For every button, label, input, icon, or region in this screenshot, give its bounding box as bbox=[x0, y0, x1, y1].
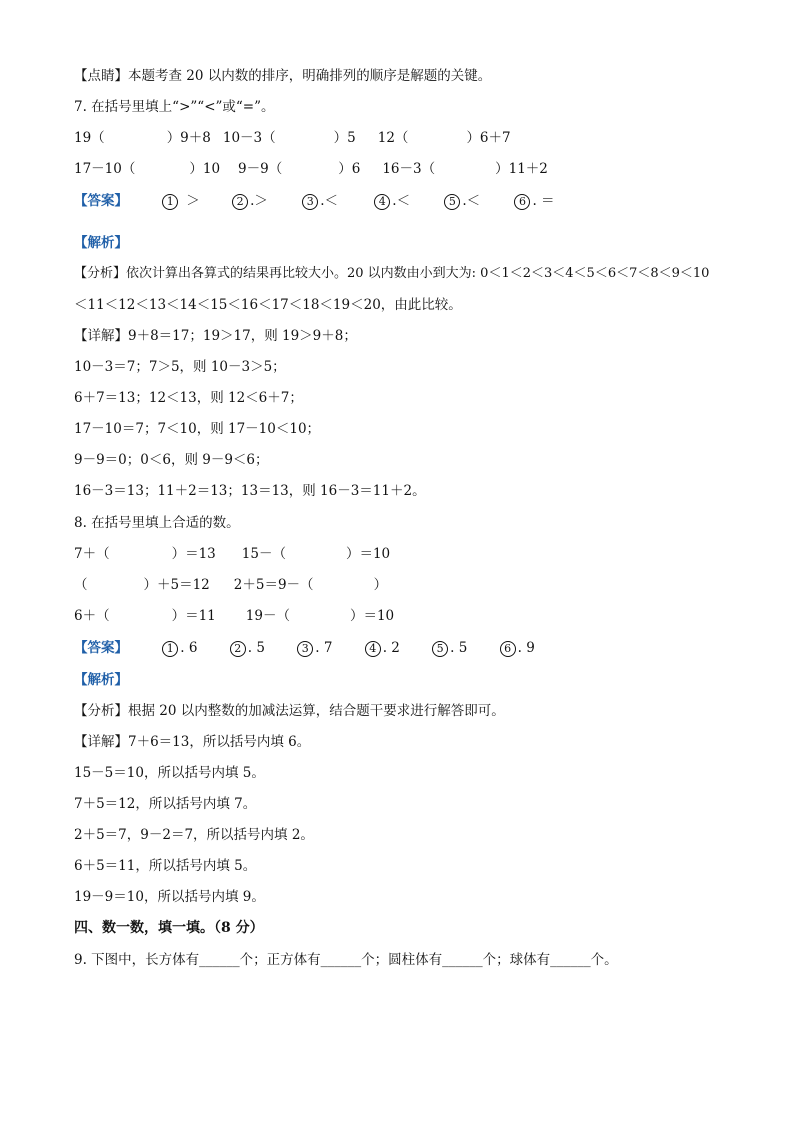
q8-r2-d: ） bbox=[373, 577, 388, 593]
q7-fenxi-1: 【分析】依次计算出各算式的结果再比较大小。20 以内数由小到大为: 0＜1＜2＜3＜4＜5＜6＜7＜8＜9＜10 bbox=[74, 266, 710, 281]
q7-answer-5: 5 .＜ bbox=[444, 191, 480, 211]
circled-number-icon: 5 bbox=[444, 194, 460, 210]
q8-r1-d: ）＝10 bbox=[345, 546, 391, 562]
q8-answer-5: 5 . 5 bbox=[432, 638, 467, 658]
q7-row2 bbox=[74, 159, 548, 179]
q7-answer-6: 6 . ＝ bbox=[514, 191, 554, 211]
q7-r2-f: ）11＋2 bbox=[495, 161, 548, 177]
q8-answer-2: 2 . 5 bbox=[230, 638, 265, 658]
q7-r1-d: ）5 bbox=[333, 130, 356, 146]
circled-number-icon: 4 bbox=[365, 641, 381, 657]
q8-detail-2: 15－5＝10，所以括号内填 5。 bbox=[74, 765, 265, 781]
q8-detail-1: 【详解】7＋6＝13，所以括号内填 6。 bbox=[74, 734, 311, 750]
q7-r2-b: ）10 bbox=[189, 161, 221, 177]
dianjing-text: 【点睛】本题考查 20 以内数的排序，明确排列的顺序是解题的关键。 bbox=[74, 68, 492, 84]
q7-r1-b: ）9＋8 bbox=[166, 130, 211, 146]
q8-answer-row bbox=[74, 638, 535, 658]
q8-r3-b: ）＝11 bbox=[171, 608, 216, 624]
q8-r3-a: 6＋（ bbox=[74, 608, 110, 624]
circled-number-icon: 2 bbox=[232, 194, 248, 210]
q8-row2 bbox=[74, 575, 387, 595]
q8-r2-b: ）＋5＝12 bbox=[143, 577, 210, 593]
q8-answer-6: 6 . 9 bbox=[500, 638, 535, 658]
q8-row3 bbox=[74, 606, 394, 626]
q7-detail-6: 16－3＝13；11＋2＝13；13＝13，则 16－3＝11＋2。 bbox=[74, 483, 426, 499]
q7-r1-e: 12（ bbox=[377, 130, 409, 146]
q7-fenxi-2: ＜11＜12＜13＜14＜15＜16＜17＜18＜19＜20，由此比较。 bbox=[74, 297, 462, 313]
q7-detail-5: 9－9＝0；0＜6，则 9－9＜6； bbox=[74, 452, 269, 468]
q8-r3-c: 19－（ bbox=[245, 608, 290, 624]
q7-r1-c: 10－3（ bbox=[222, 130, 276, 146]
q7-r2-a: 17－10（ bbox=[74, 161, 136, 177]
q8-r1-b: ）＝13 bbox=[171, 546, 216, 562]
q7-r2-e: 16－3（ bbox=[382, 161, 436, 177]
q8-r2-c: 2＋5＝9－（ bbox=[233, 577, 314, 593]
q7-detail-3: 6＋7＝13；12＜13，则 12＜6＋7； bbox=[74, 390, 303, 406]
circled-number-icon: 6 bbox=[514, 194, 530, 210]
q7-answer-1: 1 ＞ bbox=[162, 191, 200, 211]
section-4-heading: 四、数一数，填一填。（8 分） bbox=[74, 920, 264, 936]
q7-answer-label: 【答案】 bbox=[74, 193, 128, 209]
q7-r1-a: 19（ bbox=[74, 130, 105, 146]
q8-answer-label: 【答案】 bbox=[74, 640, 128, 656]
circled-number-icon: 1 bbox=[162, 641, 178, 657]
q7-r1-f: ）6＋7 bbox=[466, 130, 511, 146]
q7-r2-d: ）6 bbox=[338, 161, 361, 177]
q7-row1 bbox=[74, 128, 511, 148]
circled-number-icon: 3 bbox=[297, 641, 313, 657]
q8-fenxi: 【分析】根据 20 以内整数的加减法运算，结合题干要求进行解答即可。 bbox=[74, 703, 505, 719]
q8-detail-5: 6＋5＝11，所以括号内填 5。 bbox=[74, 858, 257, 874]
q8-r1-c: 15－（ bbox=[241, 546, 286, 562]
q8-answer-3: 3 . 7 bbox=[297, 638, 332, 658]
q8-answer-1: 1 . 6 bbox=[162, 638, 197, 658]
q7-detail-4: 17－10＝7；7＜10，则 17－10＜10； bbox=[74, 421, 321, 437]
q7-r2-c: 9－9（ bbox=[238, 161, 283, 177]
q7-answer-2: 2 .＞ bbox=[232, 191, 268, 211]
q7-answer-row bbox=[74, 191, 555, 211]
circled-number-icon: 1 bbox=[162, 194, 178, 210]
q8-r2-a: （ bbox=[74, 577, 88, 593]
q8-jiexi: 【解析】 bbox=[74, 672, 128, 688]
q8-detail-3: 7＋5＝12，所以括号内填 7。 bbox=[74, 796, 257, 812]
q8-row1 bbox=[74, 544, 390, 564]
circled-number-icon: 3 bbox=[302, 194, 318, 210]
q7-title: 7. 在括号里填上“>”“<”或“=”。 bbox=[74, 99, 275, 115]
q7-jiexi: 【解析】 bbox=[74, 235, 128, 251]
q7-answer-4: 4 .＜ bbox=[374, 191, 410, 211]
circled-number-icon: 2 bbox=[230, 641, 246, 657]
q7-detail-2: 10－3＝7；7＞5，则 10－3＞5； bbox=[74, 359, 286, 375]
q7-answer-3: 3 .＜ bbox=[302, 191, 338, 211]
circled-number-icon: 6 bbox=[500, 641, 516, 657]
q7-detail-1: 【详解】9＋8＝17；19＞17，则 19＞9＋8； bbox=[74, 328, 357, 344]
q8-r1-a: 7＋（ bbox=[74, 546, 110, 562]
q8-detail-6: 19－9＝10，所以括号内填 9。 bbox=[74, 889, 265, 905]
q8-detail-4: 2＋5＝7，9－2＝7，所以括号内填 2。 bbox=[74, 827, 314, 843]
q8-title: 8. 在括号里填上合适的数。 bbox=[74, 515, 240, 531]
circled-number-icon: 4 bbox=[374, 194, 390, 210]
q8-r3-d: ）＝10 bbox=[349, 608, 395, 624]
q8-answer-4: 4 . 2 bbox=[365, 638, 400, 658]
circled-number-icon: 5 bbox=[432, 641, 448, 657]
q9-text: 9. 下图中，长方体有______个；正方体有______个；圆柱体有______个；球体有______个。 bbox=[74, 952, 618, 968]
